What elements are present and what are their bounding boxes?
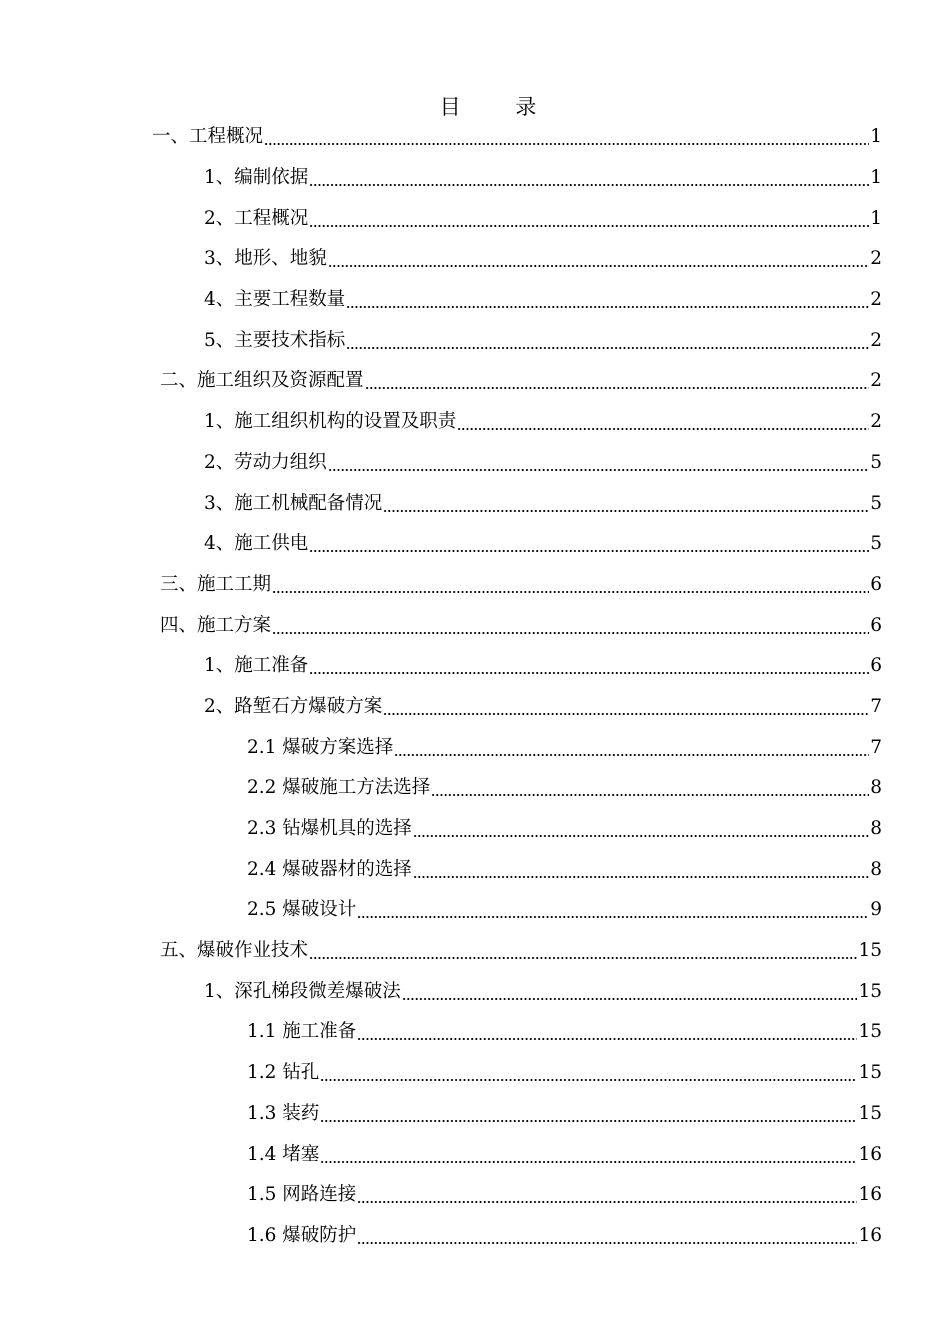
toc-entry-chapter[interactable]	[0, 931, 950, 972]
toc-page-number: 5	[870, 451, 882, 473]
toc-page-number: 2	[870, 370, 882, 392]
toc-dot-leader	[346, 330, 869, 352]
toc-dot-leader	[320, 1103, 857, 1125]
toc-entry-section[interactable]	[0, 687, 950, 728]
toc-dot-leader	[357, 1225, 857, 1247]
toc-entry-label: 5、主要技术指标	[204, 329, 346, 351]
toc-entry-label: 1、施工组织机构的设置及职责	[204, 411, 457, 433]
toc-entry-subsection[interactable]	[0, 1216, 950, 1257]
toc-page-number: 15	[858, 940, 882, 962]
toc-dot-leader	[394, 737, 869, 759]
toc-dot-leader	[309, 208, 869, 230]
toc-dot-leader	[365, 370, 870, 392]
toc-dot-leader	[357, 1184, 857, 1206]
toc-entry-chapter[interactable]	[0, 605, 950, 646]
toc-dot-leader	[309, 533, 869, 555]
toc-dot-leader	[320, 1144, 857, 1166]
toc-entry-label: 1.1 施工准备	[247, 1021, 357, 1043]
toc-entry-label: 一、工程概况	[152, 126, 264, 148]
toc-dot-leader	[309, 655, 869, 677]
toc-dot-leader	[413, 818, 869, 840]
toc-entry-label: 1、编制依据	[204, 167, 309, 189]
toc-entry-label: 1.2 钻孔	[247, 1062, 320, 1084]
toc-entry-label: 2.4 爆破器材的选择	[247, 858, 412, 880]
toc-entry-label: 4、施工供电	[204, 533, 309, 555]
toc-entry-subsection[interactable]	[0, 1012, 950, 1053]
toc-list	[0, 117, 950, 1256]
toc-dot-leader	[383, 696, 869, 718]
toc-entry-label: 3、施工机械配备情况	[204, 492, 383, 514]
toc-page-number: 1	[870, 207, 882, 229]
toc-entry-label: 1、施工准备	[204, 655, 309, 677]
toc-dot-leader	[357, 899, 869, 921]
toc-entry-chapter[interactable]	[0, 565, 950, 606]
toc-page-number: 2	[870, 248, 882, 270]
toc-entry-section[interactable]	[0, 483, 950, 524]
toc-entry-chapter[interactable]	[0, 361, 950, 402]
toc-entry-section[interactable]	[0, 239, 950, 280]
toc-page-number: 8	[870, 777, 882, 799]
toc-dot-leader	[413, 859, 869, 881]
toc-title: 目 录	[439, 95, 561, 119]
toc-entry-subsection[interactable]	[0, 849, 950, 890]
toc-page-number: 1	[870, 167, 882, 189]
toc-page-number: 15	[858, 1021, 882, 1043]
toc-dot-leader	[402, 981, 858, 1003]
toc-entry-label: 2.1 爆破方案选择	[247, 736, 394, 758]
toc-entry-subsection[interactable]	[0, 727, 950, 768]
toc-entry-label: 2、工程概况	[204, 207, 309, 229]
toc-page-number: 2	[870, 329, 882, 351]
toc-entry-label: 1.4 堵塞	[247, 1143, 320, 1165]
toc-entry-label: 3、地形、地貌	[204, 248, 327, 270]
toc-entry-label: 1.6 爆破防护	[247, 1224, 357, 1246]
toc-page-number: 1	[870, 126, 882, 148]
toc-page-number: 15	[858, 1062, 882, 1084]
toc-entry-chapter[interactable]	[0, 117, 950, 158]
toc-entry-label: 1、深孔梯段微差爆破法	[204, 980, 401, 1002]
toc-entry-label: 五、爆破作业技术	[160, 940, 309, 962]
toc-page-number: 8	[870, 818, 882, 840]
toc-entry-section[interactable]	[0, 443, 950, 484]
toc-page-number: 7	[870, 695, 882, 717]
toc-entry-section[interactable]	[0, 198, 950, 239]
toc-entry-section[interactable]	[0, 971, 950, 1012]
toc-page-number: 16	[858, 1224, 882, 1246]
toc-dot-leader	[357, 1021, 857, 1043]
toc-entry-label: 2.3 钻爆机具的选择	[247, 818, 412, 840]
toc-page-number: 5	[870, 533, 882, 555]
toc-dot-leader	[328, 248, 869, 270]
toc-entry-subsection[interactable]	[0, 1175, 950, 1216]
toc-page-number: 2	[870, 289, 882, 311]
toc-page-number: 15	[858, 1102, 882, 1124]
toc-page-number: 9	[870, 899, 882, 921]
toc-dot-leader	[320, 1062, 857, 1084]
toc-page-number: 6	[870, 573, 882, 595]
toc-page-number: 6	[870, 655, 882, 677]
toc-entry-label: 2、劳动力组织	[204, 451, 327, 473]
toc-entry-section[interactable]	[0, 280, 950, 321]
toc-page-number: 7	[870, 736, 882, 758]
toc-entry-label: 2.2 爆破施工方法选择	[247, 777, 431, 799]
toc-page-number: 6	[870, 614, 882, 636]
toc-entry-subsection[interactable]	[0, 1053, 950, 1094]
toc-page-number: 2	[870, 411, 882, 433]
toc-entry-subsection[interactable]	[0, 1094, 950, 1135]
toc-page-number: 16	[858, 1184, 882, 1206]
toc-page-number: 16	[858, 1143, 882, 1165]
toc-entry-section[interactable]	[0, 158, 950, 199]
toc-page-number: 15	[858, 980, 882, 1002]
toc-dot-leader	[457, 411, 869, 433]
toc-entry-label: 4、主要工程数量	[204, 289, 346, 311]
toc-entry-label: 1.3 装药	[247, 1102, 320, 1124]
toc-page-number: 8	[870, 858, 882, 880]
toc-entry-label: 三、施工工期	[160, 573, 272, 595]
toc-dot-leader	[309, 940, 857, 962]
toc-entry-label: 2、路堑石方爆破方案	[204, 695, 383, 717]
toc-dot-leader	[264, 126, 869, 148]
toc-entry-subsection[interactable]	[0, 809, 950, 850]
toc-page-number: 5	[870, 492, 882, 514]
toc-dot-leader	[431, 777, 869, 799]
toc-entry-section[interactable]	[0, 402, 950, 443]
toc-entry-subsection[interactable]	[0, 1134, 950, 1175]
toc-entry-subsection[interactable]	[0, 890, 950, 931]
toc-dot-leader	[272, 615, 869, 637]
toc-entry-subsection[interactable]	[0, 768, 950, 809]
toc-entry-section[interactable]	[0, 524, 950, 565]
toc-entry-label: 2.5 爆破设计	[247, 899, 357, 921]
toc-dot-leader	[309, 167, 869, 189]
toc-entry-section[interactable]	[0, 320, 950, 361]
toc-dot-leader	[272, 574, 869, 596]
toc-dot-leader	[328, 452, 869, 474]
toc-entry-label: 四、施工方案	[160, 614, 272, 636]
toc-entry-label: 二、施工组织及资源配置	[160, 370, 364, 392]
toc-entry-section[interactable]	[0, 646, 950, 687]
toc-dot-leader	[346, 289, 869, 311]
toc-dot-leader	[383, 493, 869, 515]
toc-entry-label: 1.5 网路连接	[247, 1184, 357, 1206]
